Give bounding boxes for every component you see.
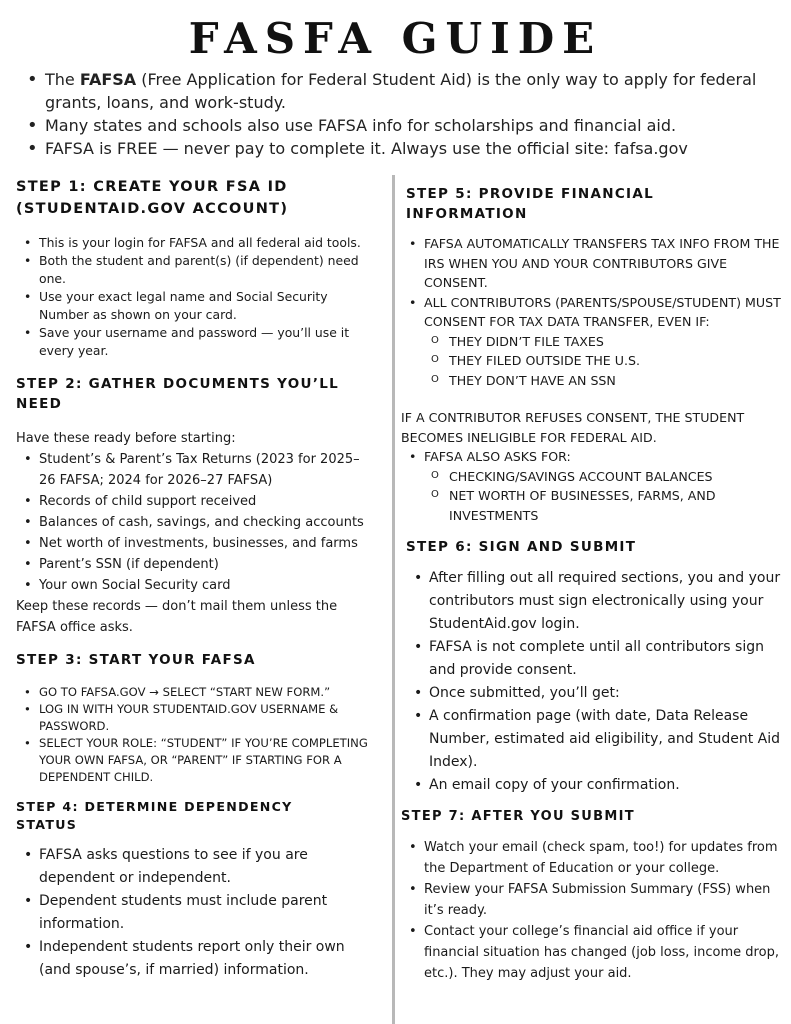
- step-2-heading: STEP 2: GATHER DOCUMENTS YOU’LL NEED: [16, 376, 340, 412]
- step-6-heading: STEP 6: SIGN AND SUBMIT: [406, 539, 637, 555]
- intro-item: • Many states and schools also use FAFSA info for scholarships and financial aid.: [20, 114, 780, 137]
- page-title: FASFA GUIDE: [188, 14, 603, 63]
- step-2-intro: Have these ready before starting:: [16, 431, 236, 446]
- step-1-heading: STEP 1: CREATE YOUR FSA ID (STUDENTAID.GOV ACCOUNT): [16, 179, 289, 217]
- sub-list-item: O NET WORTH OF BUSINESSES, FARMS, AND INVESTMENTS: [401, 486, 781, 525]
- list-item: • Review your FAFSA Submission Summary (FSS) when it’s ready.: [401, 879, 781, 921]
- fafsa-bold: FAFSA: [79, 70, 137, 89]
- intro-item: • The FAFSA (Free Application for Federal Student Aid) is the only way to apply for federal grants, loans, and work-study.: [20, 68, 780, 114]
- right-column: [401, 184, 781, 984]
- list-item: • Records of child support received: [16, 491, 376, 512]
- list-item: • Save your username and password — you’ll use it every year.: [16, 324, 376, 360]
- step-5-sublist-2: [401, 467, 781, 526]
- list-item: • Independent students report only their own (and spouse’s, if married) information.: [16, 936, 376, 982]
- step-2-section: [16, 374, 376, 638]
- list-item: • FAFSA asks questions to see if you are dependent or independent.: [16, 844, 376, 890]
- step-3-heading: STEP 3: START YOUR FAFSA: [16, 652, 256, 668]
- list-item: • Student’s & Parent’s Tax Returns (2023 for 2025–26 FAFSA; 2024 for 2026–27 FAFSA): [16, 449, 376, 491]
- step-4-list: [16, 844, 376, 982]
- sub-list-item: O CHECKING/SAVINGS ACCOUNT BALANCES: [401, 467, 781, 487]
- list-item: • FAFSA ALSO ASKS FOR: O CHECKING/SAVINGS ACCOUNT BALANCES O NET WORTH OF BUSINESSES, FARMS, AND INVESTMENTS: [401, 447, 781, 525]
- list-item: • After filling out all required sections, you and your contributors must sign electronically using your StudentAid.gov login.: [406, 567, 781, 636]
- list-item: • LOG IN WITH YOUR STUDENTAID.GOV USERNAME & PASSWORD.: [16, 701, 376, 735]
- step-6-section: [401, 537, 781, 797]
- list-item: • A confirmation page (with date, Data Release Number, estimated aid eligibility, and Student Aid Index).: [406, 705, 781, 774]
- step-5-list-2: [401, 447, 781, 525]
- step-7-section: [401, 807, 781, 984]
- step-5-list: [401, 234, 781, 390]
- step-6-list: [406, 567, 781, 797]
- list-item: • An email copy of your confirmation.: [406, 774, 781, 797]
- list-item: • Use your exact legal name and Social Security Number as shown on your card.: [16, 288, 376, 324]
- left-column: [16, 176, 376, 982]
- step-3-section: [16, 650, 376, 786]
- list-item: • Contact your college’s financial aid office if your financial situation has changed (job loss, income drop, etc.). They may adjust your aid.: [401, 921, 781, 984]
- list-item: • Both the student and parent(s) (if dependent) need one.: [16, 252, 376, 288]
- list-item: • Net worth of investments, businesses, and farms: [16, 533, 376, 554]
- list-item: • Dependent students must include parent information.: [16, 890, 376, 936]
- list-item: • Your own Social Security card: [16, 575, 376, 596]
- list-item: • Parent’s SSN (if dependent): [16, 554, 376, 575]
- step-2-outro: Keep these records — don’t mail them unless the FAFSA office asks.: [16, 599, 338, 635]
- step-3-list: [16, 684, 376, 786]
- list-item: • Watch your email (check spam, too!) for updates from the Department of Education or your college.: [401, 837, 781, 879]
- step-2-list: [16, 449, 376, 596]
- step-7-list: [401, 837, 781, 984]
- list-item: • GO TO FAFSA.GOV → SELECT “START NEW FORM.”: [16, 684, 376, 701]
- step-5-note: IF A CONTRIBUTOR REFUSES CONSENT, THE STUDENT BECOMES INELIGIBLE FOR FEDERAL AID.: [401, 410, 745, 445]
- list-item: • ALL CONTRIBUTORS (PARENTS/SPOUSE/STUDENT) MUST CONSENT FOR TAX DATA TRANSFER, EVEN IF: O THEY DIDN’T FILE TAXES O THEY FILED OUTSIDE THE U.S. O THEY DON’T HAVE AN SSN: [401, 293, 781, 391]
- step-5-section: [401, 184, 781, 224]
- sub-list-item: O THEY DON’T HAVE AN SSN: [401, 371, 781, 391]
- step-5-sublist: [401, 332, 781, 391]
- step-4-section: [16, 798, 376, 982]
- column-divider: [392, 175, 395, 1024]
- step-5-heading: STEP 5: PROVIDE FINANCIAL INFORMATION: [406, 186, 655, 222]
- list-item: • FAFSA AUTOMATICALLY TRANSFERS TAX INFO FROM THE IRS WHEN YOU AND YOUR CONTRIBUTORS GIVE CONSENT.: [401, 234, 781, 293]
- step-4-heading: STEP 4: DETERMINE DEPENDENCY STATUS: [16, 799, 293, 832]
- list-item: • This is your login for FAFSA and all federal aid tools.: [16, 234, 376, 252]
- intro-item: • FAFSA is FREE — never pay to complete it. Always use the official site: fafsa.gov: [20, 137, 780, 160]
- step-1-section: [16, 176, 376, 360]
- list-item: • Once submitted, you’ll get:: [406, 682, 781, 705]
- intro-list: [20, 68, 780, 160]
- list-item: • FAFSA is not complete until all contributors sign and provide consent.: [406, 636, 781, 682]
- list-item: • Balances of cash, savings, and checking accounts: [16, 512, 376, 533]
- sub-list-item: O THEY DIDN’T FILE TAXES: [401, 332, 781, 352]
- step-7-heading: STEP 7: AFTER YOU SUBMIT: [401, 809, 635, 824]
- list-item: • SELECT YOUR ROLE: “STUDENT” IF YOU’RE COMPLETING YOUR OWN FAFSA, OR “PARENT” IF STARTING FOR A DEPENDENT CHILD.: [16, 735, 376, 786]
- step-1-list: [16, 234, 376, 360]
- sub-list-item: O THEY FILED OUTSIDE THE U.S.: [401, 351, 781, 371]
